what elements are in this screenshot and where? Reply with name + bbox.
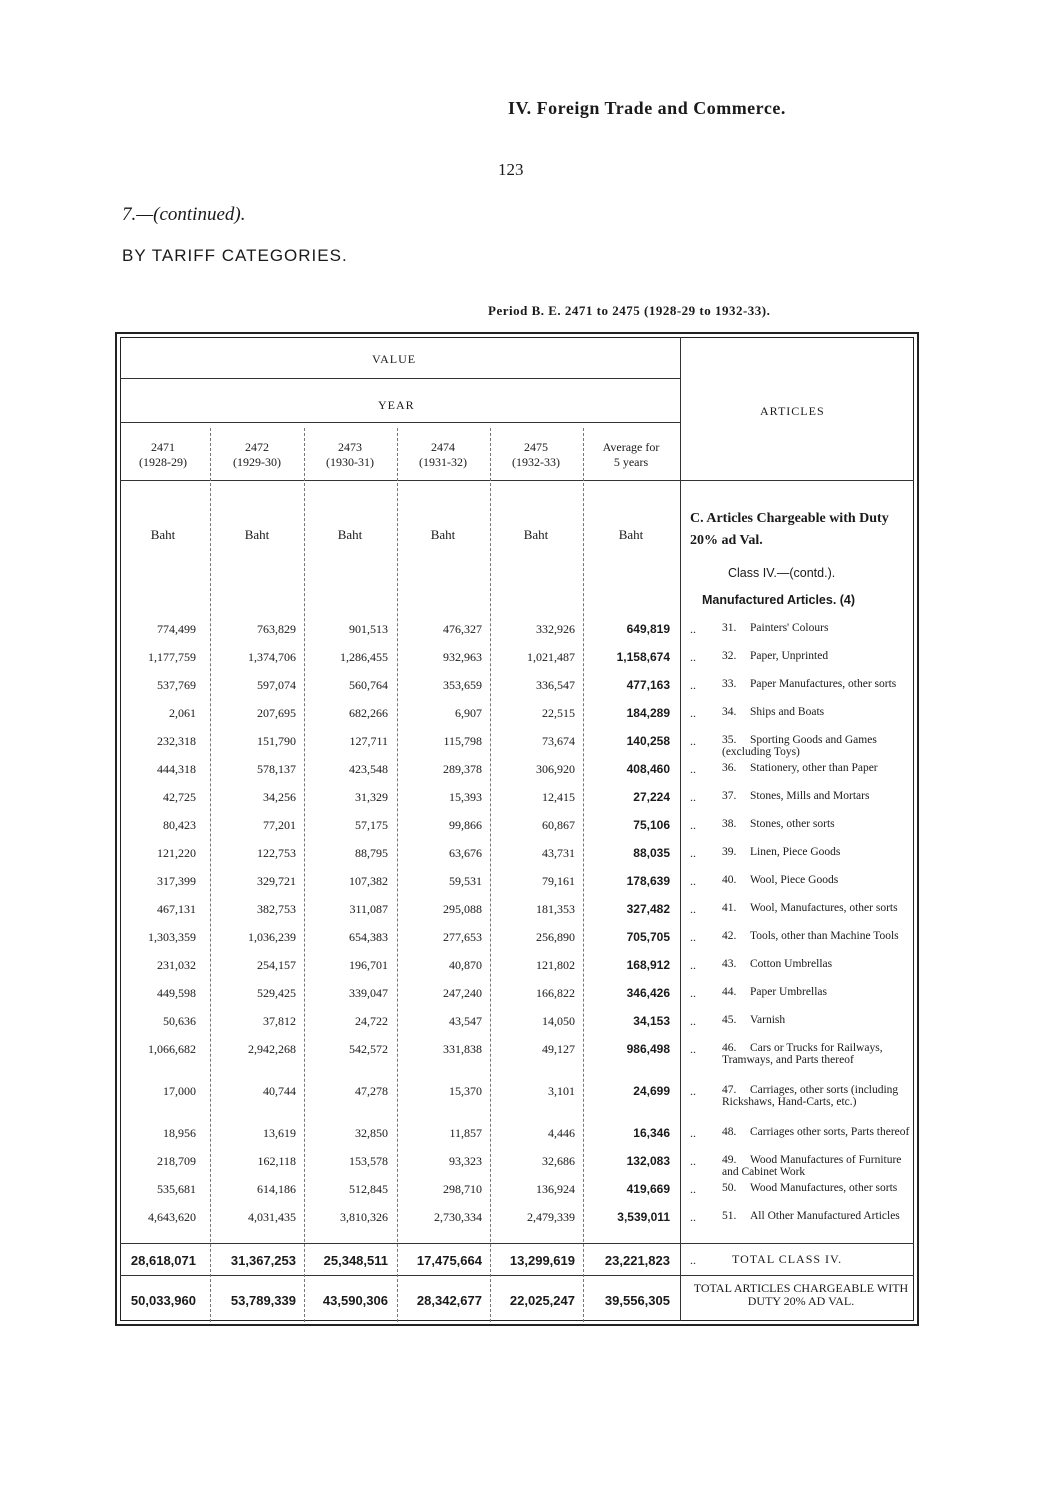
value-cell: 11,857 (449, 1126, 482, 1140)
value-cell: 18,956 (163, 1126, 196, 1140)
value-cell: 15,370 (449, 1084, 482, 1098)
value-cell: 578,137 (257, 762, 296, 776)
column-header-line1: 2473 (338, 440, 362, 454)
column-header-line2: (1929-30) (233, 455, 281, 469)
article-cell (722, 958, 912, 970)
value-cell: 14,050 (542, 1014, 575, 1028)
column-header (117, 440, 209, 470)
value-cell: 4,031,435 (248, 1210, 296, 1224)
value-cell: 1,374,706 (248, 650, 296, 664)
value-cell: 121,220 (157, 846, 196, 860)
value-cell: 43,547 (449, 1014, 482, 1028)
average-cell: 34,153 (633, 1014, 670, 1028)
average-cell: 16,346 (633, 1126, 670, 1140)
average-cell: 477,163 (626, 678, 670, 692)
value-cell: 50,636 (163, 1014, 196, 1028)
rule-header-bottom (120, 480, 914, 481)
article-number: 39. (722, 846, 737, 858)
article-name: Painters' Colours (750, 622, 829, 634)
article-cell (722, 1014, 912, 1026)
average-cell: 75,106 (633, 818, 670, 832)
leader-dots: .. (690, 846, 696, 860)
value-cell: 15,393 (449, 790, 482, 804)
value-cell: 40,744 (263, 1084, 296, 1098)
article-number: 34. (722, 706, 737, 718)
leader-dots: .. (690, 678, 696, 692)
class-heading: Class IV.—(contd.). (728, 566, 836, 580)
unit-label: Baht (618, 527, 644, 542)
article-number: 50. (722, 1182, 737, 1194)
article-name: Stones, Mills and Mortars (750, 790, 870, 802)
article-name: Sporting Goods and Games (excluding Toys) (722, 734, 877, 758)
leader-dots: .. (690, 1182, 696, 1196)
value-cell: 1,036,239 (248, 930, 296, 944)
value-cell: 2,730,334 (434, 1210, 482, 1224)
total-cell: 39,556,305 (604, 1293, 670, 1308)
year-heading: YEAR (378, 398, 415, 412)
value-cell: 476,327 (443, 622, 482, 636)
total-cell: 31,367,253 (230, 1253, 296, 1268)
article-cell (722, 1126, 912, 1138)
article-cell (722, 762, 912, 774)
value-cell: 1,286,455 (340, 650, 388, 664)
value-cell: 289,378 (443, 762, 482, 776)
value-cell: 63,676 (449, 846, 482, 860)
value-cell: 47,278 (355, 1084, 388, 1098)
column-header-line1: 2471 (151, 440, 175, 454)
rule-value (120, 378, 680, 379)
leader-dots: .. (690, 650, 696, 664)
article-name: Cotton Umbrellas (750, 958, 833, 970)
article-cell (722, 1084, 912, 1108)
article-name: Varnish (750, 1014, 786, 1026)
total-cell: 22,025,247 (509, 1293, 575, 1308)
value-cell: 196,701 (349, 958, 388, 972)
average-cell: 168,912 (626, 958, 670, 972)
article-cell (722, 874, 912, 886)
value-cell: 80,423 (163, 818, 196, 832)
column-header-line1: Average for (602, 440, 660, 454)
value-cell: 256,890 (536, 930, 575, 944)
article-name: Paper Umbrellas (750, 986, 827, 998)
value-cell: 597,074 (257, 678, 296, 692)
value-cell: 153,578 (349, 1154, 388, 1168)
average-cell: 27,224 (633, 790, 670, 804)
value-cell: 2,942,268 (248, 1042, 296, 1056)
average-cell: 3,539,011 (617, 1210, 670, 1224)
value-cell: 6,907 (455, 706, 482, 720)
article-number: 47. (722, 1084, 737, 1096)
average-cell: 1,158,674 (616, 650, 670, 664)
value-cell: 24,722 (355, 1014, 388, 1028)
leader-dots: .. (690, 622, 696, 636)
value-cell: 774,499 (157, 622, 196, 636)
article-cell (722, 622, 912, 634)
value-cell: 306,920 (536, 762, 575, 776)
value-cell: 77,201 (263, 818, 296, 832)
leader-dots: .. (690, 1126, 696, 1140)
value-cell: 654,383 (349, 930, 388, 944)
average-cell: 986,498 (626, 1042, 670, 1056)
unit-label: Baht (337, 527, 363, 542)
value-cell: 295,088 (443, 902, 482, 916)
article-number: 42. (722, 930, 737, 942)
article-number: 36. (722, 762, 737, 774)
category-heading: C. Articles Chargeable with Duty 20% ad Val. (690, 511, 889, 548)
article-cell (722, 930, 912, 942)
leader-dots: .. (690, 790, 696, 804)
article-cell (722, 734, 912, 758)
article-number: 41. (722, 902, 737, 914)
leader-dots: .. (690, 874, 696, 888)
value-cell: 1,303,359 (148, 930, 196, 944)
article-name: Paper Manufactures, other sorts (750, 678, 897, 690)
leader-dots: .. (690, 958, 696, 972)
rule-before-total-class (120, 1243, 914, 1244)
article-name: Cars or Trucks for Railways, Tramways, and Parts thereof (722, 1042, 883, 1066)
value-cell: 57,175 (355, 818, 388, 832)
article-name: Paper, Unprinted (750, 650, 829, 662)
value-cell: 107,382 (349, 874, 388, 888)
value-cell: 73,674 (542, 734, 575, 748)
value-cell: 277,653 (443, 930, 482, 944)
value-cell: 2,061 (169, 706, 196, 720)
value-cell: 34,256 (263, 790, 296, 804)
article-cell (722, 790, 912, 802)
value-cell: 336,547 (536, 678, 575, 692)
value-cell: 127,711 (349, 734, 388, 748)
value-cell: 339,047 (349, 986, 388, 1000)
leader-dots: .. (690, 1253, 696, 1267)
column-header (585, 440, 677, 470)
article-number: 51. (722, 1210, 737, 1222)
article-name: Tools, other than Machine Tools (750, 930, 899, 942)
article-number: 31. (722, 622, 737, 634)
value-cell: 60,867 (542, 818, 575, 832)
value-cell: 136,924 (536, 1182, 575, 1196)
leader-dots: .. (690, 902, 696, 916)
total-cell: 43,590,306 (322, 1293, 388, 1308)
article-cell (722, 650, 912, 662)
value-cell: 932,963 (443, 650, 482, 664)
column-header (397, 440, 489, 470)
value-cell: 542,572 (349, 1042, 388, 1056)
average-cell: 132,083 (626, 1154, 670, 1168)
leader-dots: .. (690, 930, 696, 944)
unit-label: Baht (150, 527, 176, 542)
value-heading: VALUE (372, 352, 417, 366)
value-cell: 17,000 (163, 1084, 196, 1098)
value-cell: 43,731 (542, 846, 575, 860)
column-header-line2: (1931-32) (419, 455, 467, 469)
article-cell (722, 846, 912, 858)
article-cell (722, 706, 912, 718)
average-cell: 327,482 (626, 902, 670, 916)
value-cell: 332,926 (536, 622, 575, 636)
value-cell: 614,186 (257, 1182, 296, 1196)
value-cell: 37,812 (263, 1014, 296, 1028)
value-cell: 3,101 (548, 1084, 575, 1098)
value-cell: 31,329 (355, 790, 388, 804)
value-cell: 331,838 (443, 1042, 482, 1056)
article-name: Wool, Manufactures, other sorts (750, 902, 898, 914)
article-name: Wool, Piece Goods (750, 874, 839, 886)
value-cell: 151,790 (257, 734, 296, 748)
total-cell: 25,348,511 (323, 1253, 388, 1268)
value-cell: 329,721 (257, 874, 296, 888)
value-cell: 560,764 (349, 678, 388, 692)
article-name: Wood Manufactures, other sorts (750, 1182, 898, 1194)
leader-dots: .. (690, 1084, 696, 1098)
value-cell: 535,681 (157, 1182, 196, 1196)
article-cell (722, 1154, 912, 1178)
article-name: Stationery, other than Paper (750, 762, 878, 774)
column-header-line2: (1930-31) (326, 455, 374, 469)
article-number: 38. (722, 818, 737, 830)
value-cell: 512,845 (349, 1182, 388, 1196)
leader-dots: .. (690, 986, 696, 1000)
value-cell: 40,870 (449, 958, 482, 972)
article-number: 40. (722, 874, 737, 886)
total-cell: 53,789,339 (230, 1293, 296, 1308)
article-cell (722, 902, 912, 914)
average-cell: 178,639 (626, 874, 670, 888)
value-cell: 121,802 (536, 958, 575, 972)
column-header (211, 440, 303, 470)
value-cell: 218,709 (157, 1154, 196, 1168)
article-name: Wood Manufactures of Furniture and Cabinet Work (722, 1154, 902, 1178)
value-cell: 444,318 (157, 762, 196, 776)
article-cell (722, 1042, 912, 1066)
value-cell: 4,643,620 (148, 1210, 196, 1224)
article-cell (722, 818, 912, 830)
leader-dots: .. (690, 1042, 696, 1056)
value-cell: 93,323 (449, 1154, 482, 1168)
value-cell: 317,399 (157, 874, 196, 888)
article-number: 45. (722, 1014, 737, 1026)
total-cell: 23,221,823 (604, 1253, 670, 1268)
value-cell: 247,240 (443, 986, 482, 1000)
value-cell: 4,446 (548, 1126, 575, 1140)
value-cell: 449,598 (157, 986, 196, 1000)
article-cell (722, 986, 912, 998)
leader-dots: .. (690, 1210, 696, 1224)
article-name: Carriages other sorts, Parts thereof (750, 1126, 910, 1138)
column-header-line2: 5 years (613, 455, 649, 469)
average-cell: 649,819 (626, 622, 670, 636)
grand-total-label: TOTAL ARTICLES CHARGEABLE WITH DUTY 20% AD VAL. (693, 1281, 909, 1308)
article-number: 49. (722, 1154, 737, 1166)
leader-dots: .. (690, 818, 696, 832)
leader-dots: .. (690, 1154, 696, 1168)
value-cell: 231,032 (157, 958, 196, 972)
value-cell: 166,822 (536, 986, 575, 1000)
unit-label: Baht (430, 527, 456, 542)
column-header-line2: (1932-33) (512, 455, 560, 469)
average-cell: 140,258 (626, 734, 670, 748)
value-cell: 162,118 (257, 1154, 296, 1168)
value-cell: 2,479,339 (527, 1210, 575, 1224)
value-cell: 13,619 (263, 1126, 296, 1140)
average-cell: 419,669 (626, 1182, 670, 1196)
rule-year (120, 422, 680, 423)
article-number: 44. (722, 986, 737, 998)
articles-heading: ARTICLES (760, 404, 825, 418)
column-header-line1: 2472 (245, 440, 269, 454)
value-cell: 467,131 (157, 902, 196, 916)
value-cell: 1,177,759 (148, 650, 196, 664)
value-cell: 901,513 (349, 622, 388, 636)
leader-dots: .. (690, 734, 696, 748)
column-header-line1: 2475 (524, 440, 548, 454)
value-cell: 254,157 (257, 958, 296, 972)
value-cell: 232,318 (157, 734, 196, 748)
average-cell: 184,289 (626, 706, 670, 720)
total-cell: 28,618,071 (130, 1253, 196, 1268)
article-number: 35. (722, 734, 737, 746)
article-number: 46. (722, 1042, 737, 1054)
leader-dots: .. (690, 1014, 696, 1028)
average-cell: 24,699 (633, 1084, 670, 1098)
value-cell: 3,810,326 (340, 1210, 388, 1224)
period-caption: Period B. E. 2471 to 2475 (1928-29 to 1932-33). (488, 303, 771, 318)
article-number: 37. (722, 790, 737, 802)
value-cell: 311,087 (349, 902, 388, 916)
value-cell: 12,415 (542, 790, 575, 804)
articles-separator (680, 337, 681, 1321)
value-cell: 353,659 (443, 678, 482, 692)
article-cell (722, 1210, 912, 1222)
value-cell: 529,425 (257, 986, 296, 1000)
column-header-line2: (1928-29) (139, 455, 187, 469)
value-cell: 207,695 (257, 706, 296, 720)
total-cell: 50,033,960 (130, 1293, 196, 1308)
average-cell: 408,460 (626, 762, 670, 776)
col-separator (583, 428, 584, 1322)
value-cell: 1,021,487 (527, 650, 575, 664)
value-cell: 32,850 (355, 1126, 388, 1140)
article-number: 33. (722, 678, 737, 690)
article-number: 48. (722, 1126, 737, 1138)
article-cell (722, 1182, 912, 1194)
column-header-line1: 2474 (431, 440, 455, 454)
article-cell (722, 678, 912, 690)
value-cell: 763,829 (257, 622, 296, 636)
value-cell: 49,127 (542, 1042, 575, 1056)
value-cell: 22,515 (542, 706, 575, 720)
value-cell: 88,795 (355, 846, 388, 860)
total-cell: 13,299,619 (509, 1253, 575, 1268)
unit-label: Baht (523, 527, 549, 542)
value-cell: 122,753 (257, 846, 296, 860)
value-cell: 115,798 (443, 734, 482, 748)
article-number: 43. (722, 958, 737, 970)
section-heading: IV. Foreign Trade and Commerce. (508, 98, 786, 118)
page-number: 123 (498, 160, 524, 179)
average-cell: 346,426 (626, 986, 670, 1000)
value-cell: 59,531 (449, 874, 482, 888)
value-cell: 79,161 (542, 874, 575, 888)
value-cell: 382,753 (257, 902, 296, 916)
value-cell: 423,548 (349, 762, 388, 776)
total-cell: 28,342,677 (416, 1293, 482, 1308)
column-header (490, 440, 582, 470)
article-name: All Other Manufactured Articles (750, 1210, 900, 1222)
value-cell: 32,686 (542, 1154, 575, 1168)
article-name: Linen, Piece Goods (750, 846, 841, 858)
sub-heading: Manufactured Articles. (4) (702, 593, 856, 607)
page-title: BY TARIFF CATEGORIES. (122, 246, 348, 265)
value-cell: 181,353 (536, 902, 575, 916)
total-cell: 17,475,664 (416, 1253, 482, 1268)
average-cell: 88,035 (633, 846, 670, 860)
leader-dots: .. (690, 706, 696, 720)
table-continuation: 7.—(continued). (122, 204, 246, 225)
column-header (304, 440, 396, 470)
article-number: 32. (722, 650, 737, 662)
value-cell: 537,769 (157, 678, 196, 692)
article-name: Stones, other sorts (750, 818, 835, 830)
average-cell: 705,705 (626, 930, 670, 944)
value-cell: 1,066,682 (148, 1042, 196, 1056)
article-name: Carriages, other sorts (including Rickshaws, Hand-Carts, etc.) (722, 1084, 899, 1108)
leader-dots: .. (690, 762, 696, 776)
value-cell: 42,725 (163, 790, 196, 804)
value-cell: 682,266 (349, 706, 388, 720)
total-class-label: TOTAL CLASS IV. (732, 1252, 843, 1266)
unit-label: Baht (244, 527, 270, 542)
article-name: Ships and Boats (750, 706, 825, 718)
rule-before-grand-total (120, 1275, 914, 1276)
value-cell: 298,710 (443, 1182, 482, 1196)
value-cell: 99,866 (449, 818, 482, 832)
